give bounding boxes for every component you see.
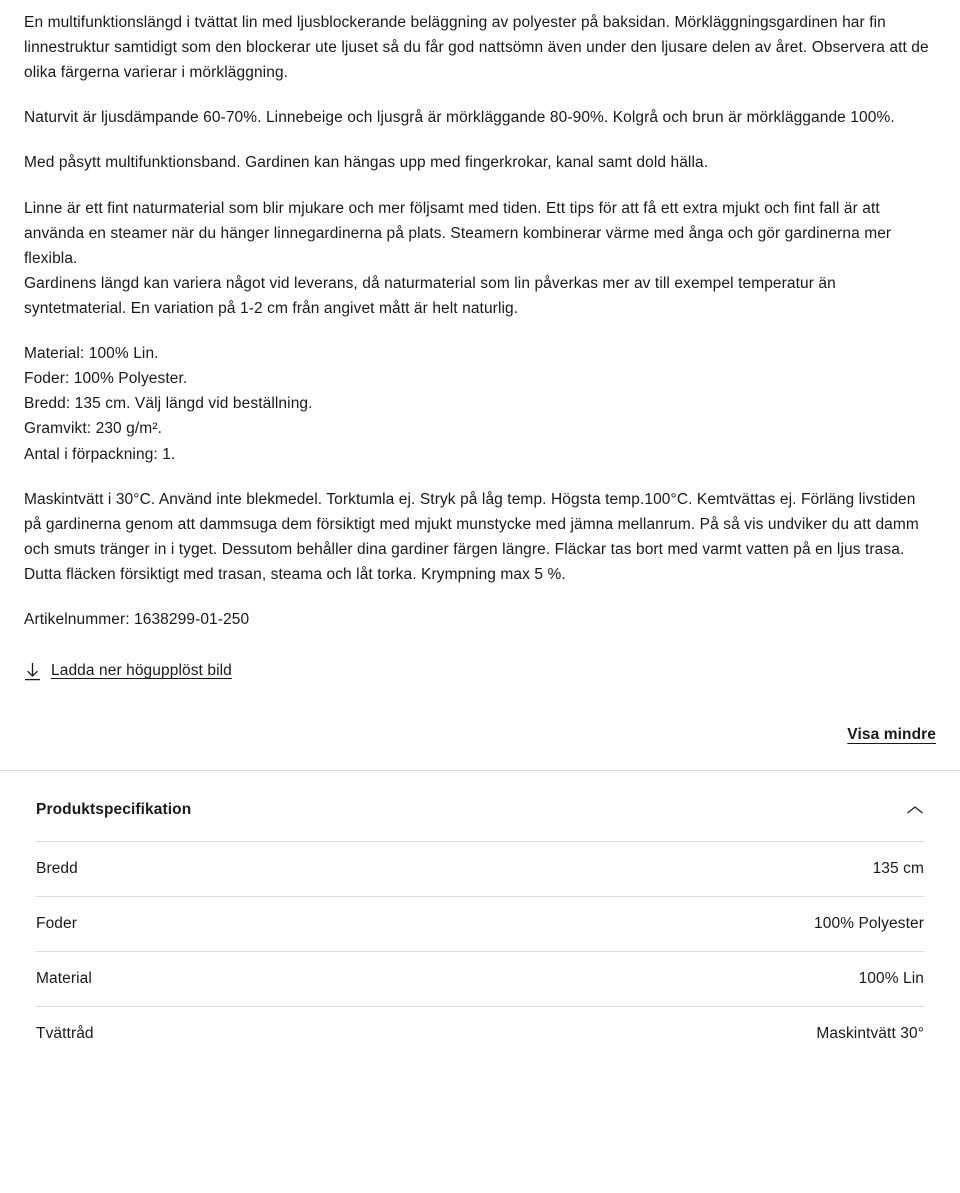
spec-value-tvattrad: Maskintvätt 30° [816,1024,924,1042]
table-row [36,896,924,951]
product-specification-table [36,841,924,1061]
description-paragraph-5: Gardinens längd kan variera något vid leverans, då naturmaterial som lin påverkas mer av till exempel temperatur än syntetmaterial. En variation på 1-2 cm från angivet mått är helt naturlig. [24,274,836,317]
spec-key-foder: Foder [36,914,77,932]
material-line-gramvikt: Gramvikt: 230 g/m². [24,420,162,438]
spec-value-foder: 100% Polyester [814,914,924,932]
download-image-link[interactable]: Ladda ner högupplöst bild [51,662,232,680]
material-line-antal: Antal i förpackning: 1. [24,445,176,463]
material-line-material: Material: 100% Lin. [24,345,159,363]
article-number: Artikelnummer: 1638299-01-250 [24,611,250,629]
material-line-foder: Foder: 100% Polyester. [24,370,188,388]
spec-key-bredd: Bredd [36,859,78,877]
download-icon [24,662,41,681]
description-paragraph-2: Naturvit är ljusdämpande 60-70%. Linnebeige och ljusgrå är mörkläggande 80-90%. Kolgrå och brun är mörkläggande 100%. [24,109,895,127]
material-spec-lines [24,341,936,467]
spec-value-material: 100% Lin [858,969,924,987]
product-specification-accordion [0,771,960,1061]
description-paragraph-3: Med påsytt multifunktionsband. Gardinen kan hängas upp med fingerkrokar, kanal samt dold hälla. [24,154,709,172]
spec-key-tvattrad: Tvättråd [36,1024,94,1042]
description-paragraph-4: Linne är ett fint naturmaterial som blir mjukare och mer följsamt med tiden. Ett tips för att få ett extra mjukt och fint fall är att använda en steamer när du hänger linnegardinerna på plats. Steamern kombinerar värme med ånga och gör gardinerna mer flexibla. [24,199,892,267]
description-paragraph-1: En multifunktionslängd i tvättat lin med ljusblockerande beläggning av polyester på baksidan. Mörkläggningsgardinen har fin linnestruktur samtidigt som den blockerar ute ljuset så du får god nattsömn även under den ljusare delen av året. Observera att de olika färgerna varierar i mörkläggning. [24,14,929,82]
product-specification-title: Produktspecifikation [36,800,192,818]
care-instructions-paragraph: Maskintvätt i 30°C. Använd inte blekmedel. Torktumla ej. Stryk på låg temp. Högsta temp.100°C. Kemtvättas ej. Förläng livstiden på gardinerna genom att dammsuga dem försiktigt med mjukt munstycke med jämna mellanrum. På så vis undviker du att damm och smuts tränger in i tyget. Dessutom behåller dina gardiner färgen längre. Fläckar tas bort med varmt vatten på en ljus trasa. Dutta fläcken försiktigt med trasan, steama och låt torka. Krympning max 5 %. [24,490,919,583]
table-row [36,841,924,896]
spec-value-bredd: 135 cm [872,859,924,877]
show-less-row [0,726,960,744]
material-line-bredd: Bredd: 135 cm. Välj längd vid beställning. [24,395,313,413]
download-image-row[interactable] [0,660,960,682]
spec-key-material: Material [36,969,92,987]
product-specification-header[interactable] [36,771,924,841]
chevron-up-icon[interactable] [906,804,924,816]
show-less-button[interactable]: Visa mindre [847,725,936,743]
table-row [36,1006,924,1061]
table-row [36,951,924,1006]
